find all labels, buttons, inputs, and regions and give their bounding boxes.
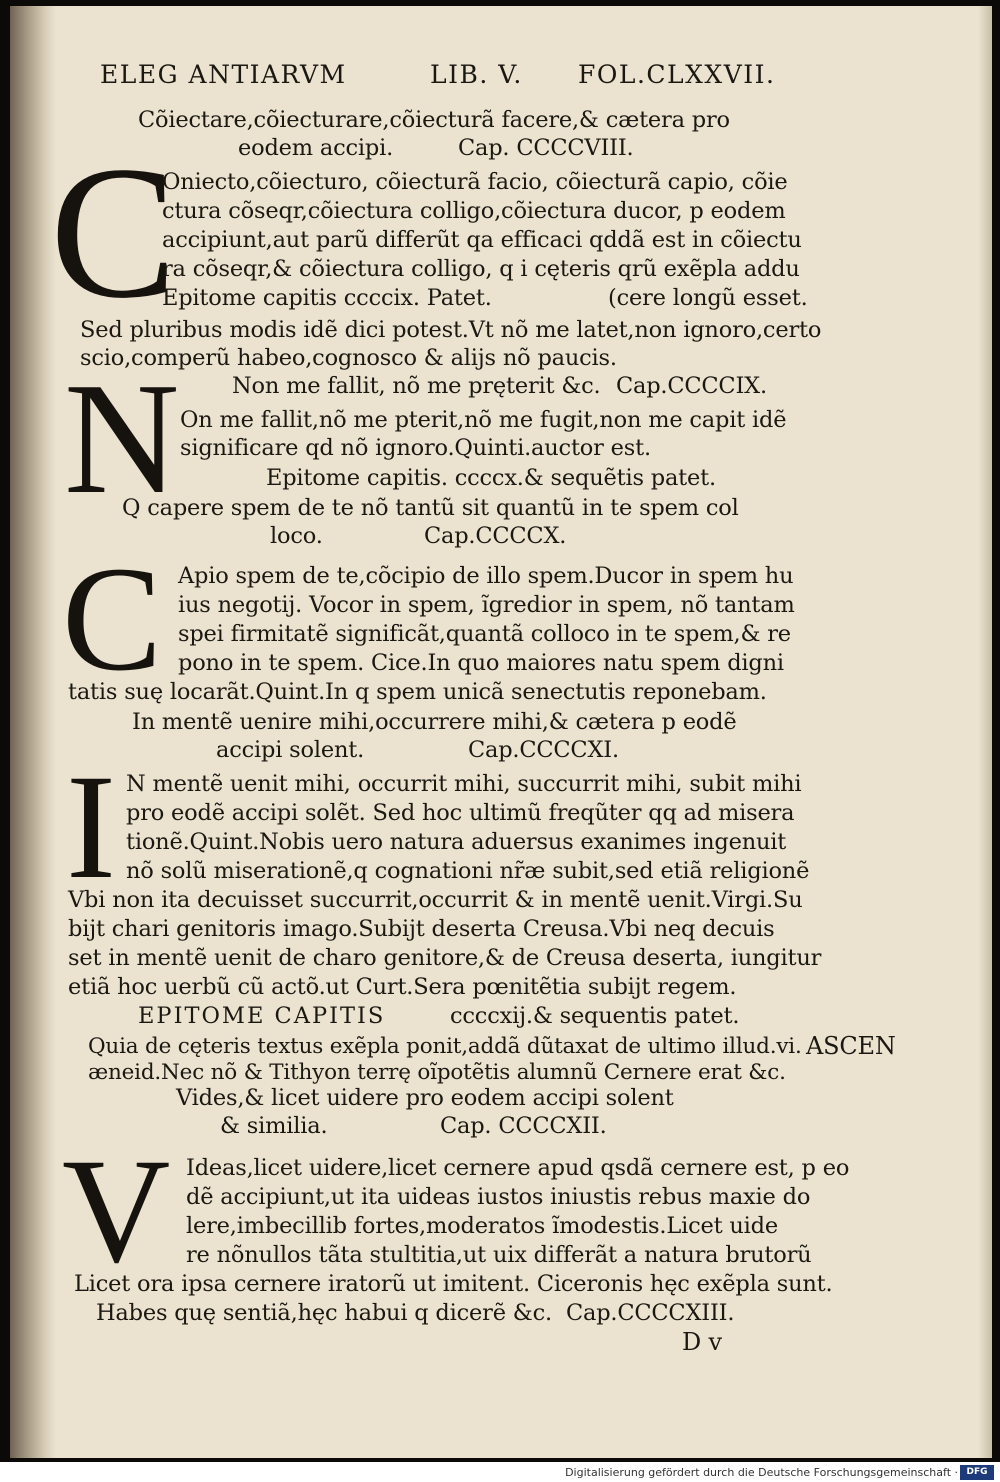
signature-mark: D v xyxy=(682,1328,722,1356)
chapter-408-extra-2: scio,comperũ habeo,cognosco & alijs nõ paucis. xyxy=(80,345,617,371)
margin-note-ascen: ASCEN xyxy=(806,1032,896,1060)
chapter-411-line-7: set in mentẽ uenit de charo genitore,& de Creusa deserta, iungitur xyxy=(68,945,822,971)
running-header-folio: FOL.CLXXVII. xyxy=(578,60,776,89)
chapter-412-line-3: lere,imbecillib fortes,moderatos ĩmodestis.Licet uide xyxy=(186,1213,779,1239)
chapter-410-line-5: tatis suę locarãt.Quint.In q spem unicã senectutis reponebam. xyxy=(68,679,767,705)
chapter-408-epitome: Epitome capitis ccccix. Patet. xyxy=(162,285,492,311)
running-header-book: LIB. V. xyxy=(430,60,523,89)
book-page xyxy=(10,6,992,1458)
dropcap-n: N xyxy=(64,349,180,527)
chapter-408-title: Cõiectare,cõiecturare,cõiecturã facere,& cætera pro xyxy=(138,107,730,133)
chapter-411-line-3: tionẽ.Quint.Nobis uero natura aduersus exanimes ingenuit xyxy=(126,829,787,855)
chapter-412-line-5: Licet ora ipsa cernere iratorũ ut imitent. Ciceronis hęc exẽpla sunt. xyxy=(74,1271,833,1297)
chapter-411-title-cont: accipi solent. xyxy=(216,737,365,763)
chapter-409-title: Non me fallit, nõ me pręterit &c. xyxy=(232,373,601,399)
footer-bar xyxy=(0,1462,1000,1482)
dropcap-v: V xyxy=(62,1128,171,1294)
chapter-408-line-3: accipiunt,aut parũ differũt qa efficaci qddã est in cõiectu xyxy=(162,227,802,253)
chapter-411-line-4: nõ solũ miserationẽ,q cognationi nr̃æ subit,sed etiã religionẽ xyxy=(126,858,810,884)
page-text xyxy=(10,6,992,1458)
chapter-411-line-2: pro eodẽ accipi solẽt. Sed hoc ultimũ freqũter qq ad misera xyxy=(126,800,795,826)
chapter-408-title-cont: eodem accipi. xyxy=(238,135,394,161)
dropcap-c: C xyxy=(50,128,177,338)
dropcap-c-2: C xyxy=(62,536,163,702)
footer-credit: Digitalisierung gefördert durch die Deutsche Forschungsgemeinschaft · xyxy=(565,1466,958,1479)
chapter-408-line-4: ra cõseqr,& cõiectura colligo, q i cęteris qrũ exẽpla addu xyxy=(162,256,800,282)
chapter-408-line-1: Oniecto,cõiecturo, cõiecturã facio, cõiecturã capio, cõie xyxy=(162,169,788,195)
chapter-412-number: Cap. CCCCXII. xyxy=(440,1113,607,1139)
chapter-411-number: Cap.CCCCXI. xyxy=(468,737,619,763)
dropcap-i: I xyxy=(66,744,116,910)
chapter-410-line-1: Apio spem de te,cõcipio de illo spem.Ducor in spem hu xyxy=(178,563,794,589)
chapter-412-line-2: dẽ accipiunt,ut ita uideas iustos iniustis rebus maxie do xyxy=(186,1184,811,1210)
chapter-412-line-4: re nõnullos tãta stultitia,ut uix differãt a natura brutorũ xyxy=(186,1242,812,1268)
running-header-title: ELEG ANTIARVM xyxy=(100,60,347,89)
chapter-409-line-2: significare qd nõ ignoro.Quinti.auctor est. xyxy=(180,435,651,461)
chapter-411-line-8: etiã hoc uerbũ cũ actõ.ut Curt.Sera pœnitẽtia subijt regem. xyxy=(68,974,737,1000)
chapter-410-number: Cap.CCCCX. xyxy=(424,523,567,549)
chapter-408-epitome-tail: (cere longũ esset. xyxy=(608,285,808,311)
chapter-409-line-1: On me fallit,nõ me pterit,nõ me fugit,non me capit idẽ xyxy=(180,407,787,433)
chapter-411-line-5: Vbi non ita decuisset succurrit,occurrit & in mentẽ uenit.Virgi.Su xyxy=(68,887,803,913)
chapter-409-number: Cap.CCCCIX. xyxy=(616,373,767,399)
dfg-logo: DFG xyxy=(960,1465,994,1480)
chapter-410-title-cont: loco. xyxy=(270,523,323,549)
chapter-412-title: Vides,& licet uidere pro eodem accipi solent xyxy=(176,1085,674,1111)
chapter-409-epitome: Epitome capitis. ccccx.& sequẽtis patet. xyxy=(266,465,716,491)
chapter-410-line-2: ius negotij. Vocor in spem, ĩgredior in spem, nõ tantam xyxy=(178,592,795,618)
chapter-408-extra-1: Sed pluribus modis idẽ dici potest.Vt nõ me latet,non ignoro,certo xyxy=(80,317,822,343)
chapter-411-line-6: bijt chari genitoris imago.Subijt deserta Creusa.Vbi neq decuis xyxy=(68,916,775,942)
chapter-411-note-2: æneid.Nec nõ & Tithyon terrę oĩpotẽtis alumnũ Cernere erat &c. xyxy=(88,1060,786,1085)
chapter-410-title: Q capere spem de te nõ tantũ sit quantũ in te spem col xyxy=(122,495,739,521)
chapter-408-number: Cap. CCCCVIII. xyxy=(458,135,634,161)
chapter-411-epitome-rest: ccccxij.& sequentis patet. xyxy=(450,1003,740,1029)
chapter-410-line-4: pono in te spem. Cice.In quo maiores natu spem digni xyxy=(178,650,784,676)
closing-line: Habes quę sentiã,hęc habui q dicerẽ &c. xyxy=(96,1300,552,1326)
chapter-411-title: In mentẽ uenire mihi,occurrere mihi,& cætera p eodẽ xyxy=(132,709,737,735)
chapter-411-note-1: Quia de cęteris textus exẽpla ponit,addã dũtaxat de ultimo illud.vi. xyxy=(88,1034,802,1059)
chapter-411-line-1: N mentẽ uenit mihi, occurrit mihi, succurrit mihi, subit mihi xyxy=(126,771,802,797)
chapter-411-epitome-caps: EPITOME CAPITIS xyxy=(138,1003,386,1029)
closing-chapter-number: Cap.CCCCXIII. xyxy=(566,1300,735,1326)
chapter-412-line-1: Ideas,licet uidere,licet cernere apud qsdã cernere est, p eo xyxy=(186,1155,850,1181)
chapter-410-line-3: spei firmitatẽ significãt,quantã colloco in te spem,& re xyxy=(178,621,791,647)
chapter-412-title-cont: & similia. xyxy=(220,1113,328,1139)
chapter-408-line-2: ctura cõseqr,cõiectura colligo,cõiectura ducor, p eodem xyxy=(162,198,786,224)
